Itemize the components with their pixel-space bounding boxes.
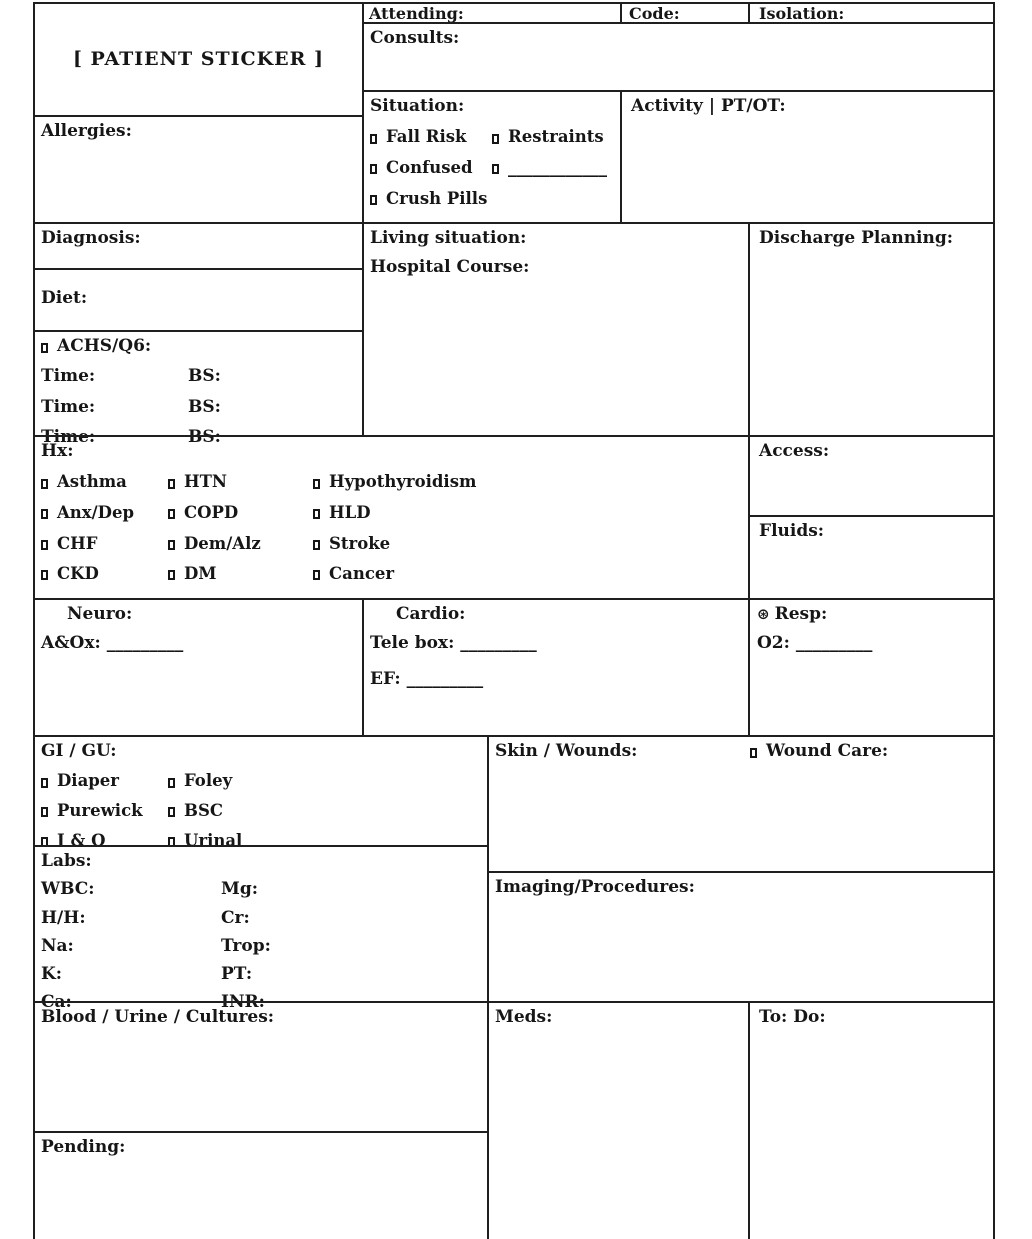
copd-label: COPD <box>184 502 239 522</box>
ckd-checkbox[interactable] <box>41 570 48 580</box>
ckd-label: CKD <box>57 564 99 584</box>
fall-risk-label: Fall Risk <box>386 127 467 147</box>
situation-label: Situation: <box>370 96 465 116</box>
gi-gu-label: GI / GU: <box>41 741 117 761</box>
purewick-label: Purewick <box>57 800 143 820</box>
htn-label: HTN <box>184 472 227 492</box>
checkbox-item-copd <box>168 503 313 524</box>
checkbox-item-ckd <box>41 564 168 585</box>
stroke-label: Stroke <box>329 533 391 553</box>
resp-label: Resp: <box>774 604 828 624</box>
asthma-label: Asthma <box>57 472 127 492</box>
hypothyroidism-label: Hypothyroidism <box>329 472 477 492</box>
isolation-box <box>748 2 995 22</box>
dem-alz-label: Dem/Alz <box>184 533 261 553</box>
blood-urine-cultures-label: Blood / Urine / Cultures: <box>41 1007 275 1027</box>
living-situation-label: Living situation: <box>370 228 527 248</box>
ef-label: EF: <box>370 668 401 689</box>
hh-label: H/H: <box>41 907 86 928</box>
neuro-box <box>33 598 362 735</box>
meds-label: Meds: <box>495 1007 553 1027</box>
restraints-checkbox[interactable] <box>492 134 499 144</box>
patient-sticker-label: [ PATIENT STICKER ] <box>72 47 325 70</box>
checkbox-item-dm <box>168 564 313 585</box>
meds-box <box>487 1001 748 1239</box>
diaper-label: Diaper <box>57 771 119 791</box>
aox-label: A&Ox: <box>41 633 101 654</box>
activity-label: Activity | PT/OT: <box>631 96 786 116</box>
allergies-box <box>33 115 362 222</box>
neuro-label: Neuro: <box>67 604 133 624</box>
living-situation-box <box>362 222 748 435</box>
time-label: Time: <box>41 426 96 447</box>
checkbox-item-wound-care <box>750 741 888 762</box>
ef-blank-line[interactable]: _________ <box>406 668 484 689</box>
cancer-checkbox[interactable] <box>313 570 320 580</box>
bs-label: BS: <box>188 426 221 447</box>
skin-wounds-box <box>487 735 995 871</box>
copd-checkbox[interactable] <box>168 509 175 519</box>
confused-checkbox[interactable] <box>370 164 377 174</box>
wound-care-label: Wound Care: <box>766 741 889 761</box>
diaper-checkbox[interactable] <box>41 778 48 788</box>
pt-label: PT: <box>221 964 253 984</box>
na-label: Na: <box>41 935 74 956</box>
discharge-planning-box <box>748 222 995 435</box>
resp-icon: ⊛ <box>757 605 770 624</box>
imaging-procedures-box <box>487 871 995 1001</box>
checkbox-item-chf <box>41 534 168 555</box>
diet-box <box>33 268 362 330</box>
checkbox-item-other <box>492 158 607 179</box>
consults-label: Consults: <box>370 28 460 48</box>
to-do-box <box>748 1001 995 1239</box>
bs-label: BS: <box>188 396 221 417</box>
checkbox-item-hypothyroidism <box>313 472 742 493</box>
achs-label: ACHS/Q6: <box>57 336 152 356</box>
mg-label: Mg: <box>221 879 258 900</box>
skin-wounds-label: Skin / Wounds: <box>495 741 638 761</box>
hospital-course-label: Hospital Course: <box>370 257 530 278</box>
hld-checkbox[interactable] <box>313 509 320 519</box>
fluids-box <box>748 515 995 598</box>
asthma-checkbox[interactable] <box>41 479 48 489</box>
access-label: Access: <box>759 441 830 461</box>
labs-label: Labs: <box>41 851 92 871</box>
checkbox-item-diaper <box>41 771 168 792</box>
urinal-label: Urinal <box>184 830 243 850</box>
bsc-checkbox[interactable] <box>168 807 175 817</box>
bs-label: BS: <box>188 366 221 387</box>
gi-gu-box <box>33 735 487 850</box>
checkbox-item-anx-dep <box>41 503 168 524</box>
resp-box <box>748 598 995 735</box>
consults-box <box>362 22 995 90</box>
ca-label: Ca: <box>41 992 72 1013</box>
dm-checkbox[interactable] <box>168 570 175 580</box>
other-blank-line[interactable]: ____________ <box>508 157 607 177</box>
foley-label: Foley <box>184 771 233 791</box>
checkbox-item-asthma <box>41 472 168 493</box>
checkbox-item-achs <box>41 336 356 357</box>
dm-label: DM <box>184 564 217 584</box>
htn-checkbox[interactable] <box>168 479 175 489</box>
code-box <box>620 2 748 22</box>
isolation-label: Isolation: <box>759 4 845 23</box>
crush-pills-label: Crush Pills <box>386 188 488 208</box>
attending-label: Attending: <box>369 4 464 23</box>
checkbox-item-cancer <box>313 564 742 585</box>
time-label: Time: <box>41 396 96 417</box>
diagnosis-box <box>33 222 362 268</box>
fluids-label: Fluids: <box>759 521 825 541</box>
imaging-procedures-label: Imaging/Procedures: <box>495 877 695 897</box>
checkbox-item-dem-alz <box>168 534 313 555</box>
restraints-label: Restraints <box>508 127 604 147</box>
diagnosis-label: Diagnosis: <box>41 228 141 248</box>
wound-care-checkbox[interactable] <box>750 748 757 758</box>
fall-risk-checkbox[interactable] <box>370 134 377 144</box>
blood-urine-cultures-box <box>33 1001 487 1131</box>
k-label: K: <box>41 964 63 984</box>
tele-box-blank-line[interactable]: _________ <box>460 633 537 654</box>
checkbox-item-hld <box>313 503 742 524</box>
achs-box <box>33 330 362 447</box>
dem-alz-checkbox[interactable] <box>168 540 175 550</box>
cardio-box <box>362 598 748 735</box>
trop-label: Trop: <box>221 935 271 956</box>
checkbox-item-htn <box>168 472 313 493</box>
checkbox-item-foley <box>168 771 481 792</box>
chf-label: CHF <box>57 533 98 553</box>
to-do-label: To: Do: <box>759 1007 826 1027</box>
patient-sticker-box <box>33 2 362 115</box>
bsc-label: BSC <box>184 800 223 820</box>
checkbox-item-fall-risk <box>370 127 492 148</box>
o2-blank-line[interactable]: _________ <box>795 633 873 654</box>
o2-label: O2: <box>757 633 790 654</box>
crush-pills-checkbox[interactable] <box>370 195 377 205</box>
checkbox-item-confused <box>370 158 492 179</box>
diet-label: Diet: <box>41 288 88 308</box>
cr-label: Cr: <box>221 907 250 928</box>
hypothyroidism-checkbox[interactable] <box>313 479 320 489</box>
i-and-o-label: I & O <box>57 830 106 850</box>
checkbox-item-bsc <box>168 801 481 822</box>
chf-checkbox[interactable] <box>41 540 48 550</box>
confused-label: Confused <box>386 157 473 177</box>
checkbox-item-purewick <box>41 801 168 822</box>
other-checkbox[interactable] <box>492 164 499 174</box>
pending-label: Pending: <box>41 1137 126 1157</box>
time-label: Time: <box>41 366 96 387</box>
achs-checkbox[interactable] <box>41 343 48 353</box>
anx-dep-label: Anx/Dep <box>57 502 135 522</box>
wbc-label: WBC: <box>41 879 95 900</box>
cardio-label: Cardio: <box>396 604 466 624</box>
pending-box <box>33 1131 487 1239</box>
aox-blank-line[interactable]: _________ <box>106 633 184 654</box>
anx-dep-checkbox[interactable] <box>41 509 48 519</box>
inr-label: INR: <box>221 992 265 1013</box>
checkbox-item-crush-pills <box>370 189 492 210</box>
stroke-checkbox[interactable] <box>313 540 320 550</box>
situation-box <box>362 90 620 222</box>
attending-box <box>362 2 620 22</box>
labs-box <box>33 845 487 1013</box>
access-box <box>748 435 995 515</box>
hx-label: Hx: <box>41 441 74 461</box>
purewick-checkbox[interactable] <box>41 807 48 817</box>
code-label: Code: <box>629 4 680 23</box>
foley-checkbox[interactable] <box>168 778 175 788</box>
tele-box-label: Tele box: <box>370 633 455 654</box>
checkbox-item-stroke <box>313 534 742 555</box>
activity-box <box>620 90 995 222</box>
hld-label: HLD <box>329 502 371 522</box>
checkbox-item-restraints <box>492 127 604 148</box>
hx-box <box>33 435 748 598</box>
discharge-planning-label: Discharge Planning: <box>759 228 954 248</box>
allergies-label: Allergies: <box>41 121 132 141</box>
cancer-label: Cancer <box>329 564 395 584</box>
